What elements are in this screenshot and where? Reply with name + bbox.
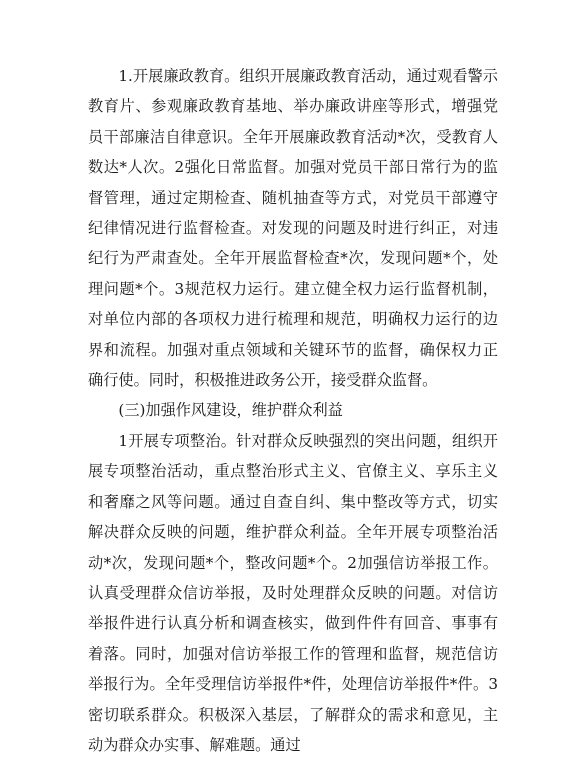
paragraph-integrity-education: 1.开展廉政教育。组织开展廉政教育活动，通过观看警示教育片、参观廉政教育基地、举办廉政讲座等形式，增强党员干部廉洁自律意识。全年开展廉政教育活动*次，受教育人数达*人次。2强化日常监督。加强对党员干部日常行为的监督管理，通过定期检查、随机抽查等方式，对党员干部遵守纪律情况进行监督检查。对发现的问题及时进行纠正，对违纪行为严肃查处。全年开展监督检查*次，发现问题*个，处理问题*个。3规范权力运行。建立健全权力运行监督机制，对单位内部的各项权力进行梳理和规范，明确权力运行的边界和流程。加强对重点领域和关键环节的监督，确保权力正确行使。同时，积极推进政务公开，接受群众监督。	[88, 67, 498, 390]
section-heading-work-style: (三)加强作风建设，维护群众利益	[118, 401, 343, 420]
paragraph-special-rectification: 1开展专项整治。针对群众反映强烈的突出问题，组织开展专项整治活动，重点整治形式主义、官僚主义、享乐主义和奢靡之风等问题。通过自查自纠、集中整改等方式，切实解决群众反映的问题，维护群众利益。全年开展专项整治活动*次，发现问题*个，整改问题*个。2加强信访举报工作。认真受理群众信访举报，及时处理群众反映的问题。对信访举报件进行认真分析和调查核实，做到件件有回音、事事有着落。同时，加强对信访举报工作的管理和监督，规范信访举报行为。全年受理信访举报件*件，处理信访举报件*件。3密切联系群众。积极深入基层，了解群众的需求和意见，主动为群众办实事、解难题。通过	[88, 431, 498, 754]
document-body	[88, 61, 498, 760]
